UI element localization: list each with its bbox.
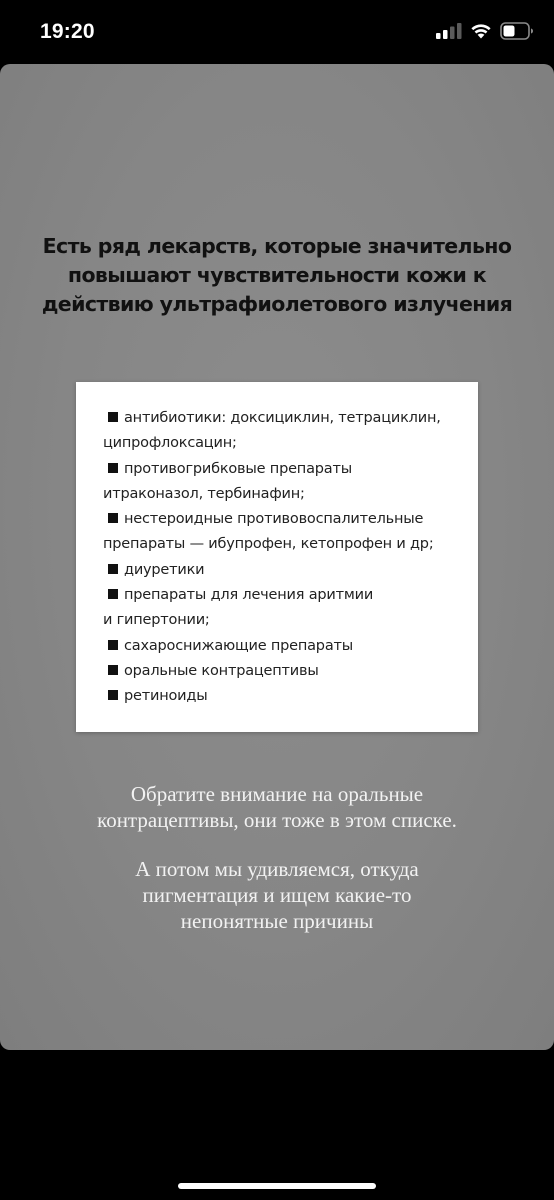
list-item-text: диуретики: [124, 561, 205, 578]
list-item-text: антибиотики: доксициклин, тетрациклин,: [124, 410, 441, 426]
list-item-text: оральные контрацептивы: [124, 662, 319, 679]
list-item: [103, 482, 468, 507]
list-item: [103, 532, 468, 557]
status-bar: [0, 0, 554, 64]
list-item-text: ретиноиды: [124, 688, 208, 705]
list-item: [103, 431, 468, 456]
home-indicator[interactable]: [178, 1183, 376, 1189]
battery-icon: [500, 22, 534, 40]
square-bullet-icon: [108, 665, 118, 675]
list-item: [103, 558, 468, 583]
story-card[interactable]: [0, 64, 554, 1050]
list-item-text: противогрибковые препараты: [124, 460, 352, 477]
status-time: 19:20: [40, 20, 95, 43]
list-item-text: препараты — ибупрофен, кетопрофен и др;: [103, 536, 434, 553]
square-bullet-icon: [108, 463, 118, 473]
headline-line: Есть ряд лекарств, которые значительно: [42, 234, 512, 258]
note-line: А потом мы удивляемся, откуда: [135, 857, 419, 881]
headline-line: действию ультрафиолетового излучения: [41, 292, 513, 316]
list-item-text: препараты для лечения аритмии: [124, 587, 374, 604]
note-line: контрацептивы, они тоже в этом списке.: [97, 808, 457, 832]
note-line: непонятные причины: [180, 909, 374, 933]
list-item: [103, 659, 468, 684]
headline: [20, 232, 534, 319]
list-item: [103, 507, 468, 532]
list-item-text: нестероидные противовоспалительные: [124, 511, 424, 528]
note-line: пигментация и ищем какие-то: [142, 883, 412, 907]
list-item: [103, 634, 468, 659]
list-item-text: ципрофлоксацин;: [103, 435, 237, 452]
square-bullet-icon: [108, 640, 118, 650]
list-item: [103, 457, 468, 482]
note-pigmentation: [40, 856, 514, 934]
square-bullet-icon: [108, 589, 118, 599]
square-bullet-icon: [108, 412, 118, 422]
note-line: Обратите внимание на оральные: [130, 782, 424, 806]
list-item: [103, 608, 468, 633]
list-item-text: итраконазол, тербинафин;: [103, 485, 305, 502]
square-bullet-icon: [108, 513, 118, 523]
wifi-icon: [470, 23, 492, 39]
list-item: [103, 406, 468, 431]
list-item: [103, 583, 468, 608]
note-oral-contraceptives: [40, 781, 514, 833]
list-item-text: сахароснижающие препараты: [124, 637, 353, 654]
cellular-signal-icon: [436, 23, 462, 39]
list-item-text: и гипертонии;: [103, 612, 210, 629]
medication-list: [76, 382, 478, 732]
square-bullet-icon: [108, 564, 118, 574]
square-bullet-icon: [108, 690, 118, 700]
headline-line: повышают чувствительности кожи к: [67, 263, 487, 287]
list-item: [103, 684, 468, 709]
status-icons: [436, 22, 534, 40]
